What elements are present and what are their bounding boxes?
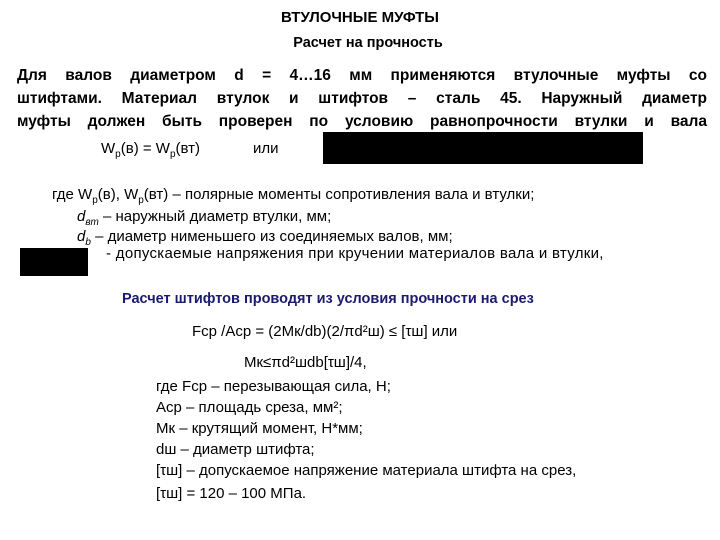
definition-outer-diameter: $d_{вт}$ – наружный диаметр втулки, мм; <box>77 208 332 228</box>
where-pin-diameter: dш – диаметр штифта; <box>156 441 315 458</box>
page-title: ВТУЛОЧНЫЕ МУФТЫ <box>281 9 439 26</box>
intro-line-1: Для валов диаметром d = 4…16 мм применяются втулочные муфты со <box>17 67 707 84</box>
or-label: или <box>253 140 279 157</box>
definition-polar-moments: где $W_p(в)$, $W_p(вт)$ – полярные моменты сопротивления вала и втулки; <box>52 186 535 206</box>
where-shear-force: где Fср – перезывающая сила, Н; <box>156 378 391 395</box>
redacted-formula-box <box>323 132 643 164</box>
shear-equation: Fср /Aср = (2Mк/db)(2/πd²ш) ≤ [τш] или <box>192 323 458 340</box>
where-allowable-shear: [τш] – допускаемое напряжение материала штифта на срез, <box>156 462 577 479</box>
definition-allowable-stress: - допускаемые напряжения при кручении материалов вала и втулки, <box>106 245 604 262</box>
definition-shaft-diameter: $d_b$ – диаметр нименьшего из соединяемых валов, мм; <box>77 228 453 248</box>
allowable-shear-value: [τш] = 120 – 100 МПа. <box>156 485 307 502</box>
where-shear-area: Aср – площадь среза, мм²; <box>156 399 343 416</box>
where-torque: Мк – крутящий момент, Н*мм; <box>156 420 363 437</box>
torque-equation: Mк≤πd²шdb[τш]/4, <box>244 354 367 371</box>
pins-heading: Расчет штифтов проводят из условия прочности на срез <box>122 291 534 307</box>
intro-line-3: муфты должен быть проверен по условию равнопрочности втулки и вала <box>17 113 707 130</box>
page-subtitle: Расчет на прочность <box>293 35 443 51</box>
redacted-symbol-box <box>20 248 88 276</box>
intro-line-2: штифтами. Материал втулок и штифтов – сталь 45. Наружный диаметр <box>17 90 707 107</box>
strength-condition: $W_p(в) = W_p(вт)$ <box>101 140 201 160</box>
